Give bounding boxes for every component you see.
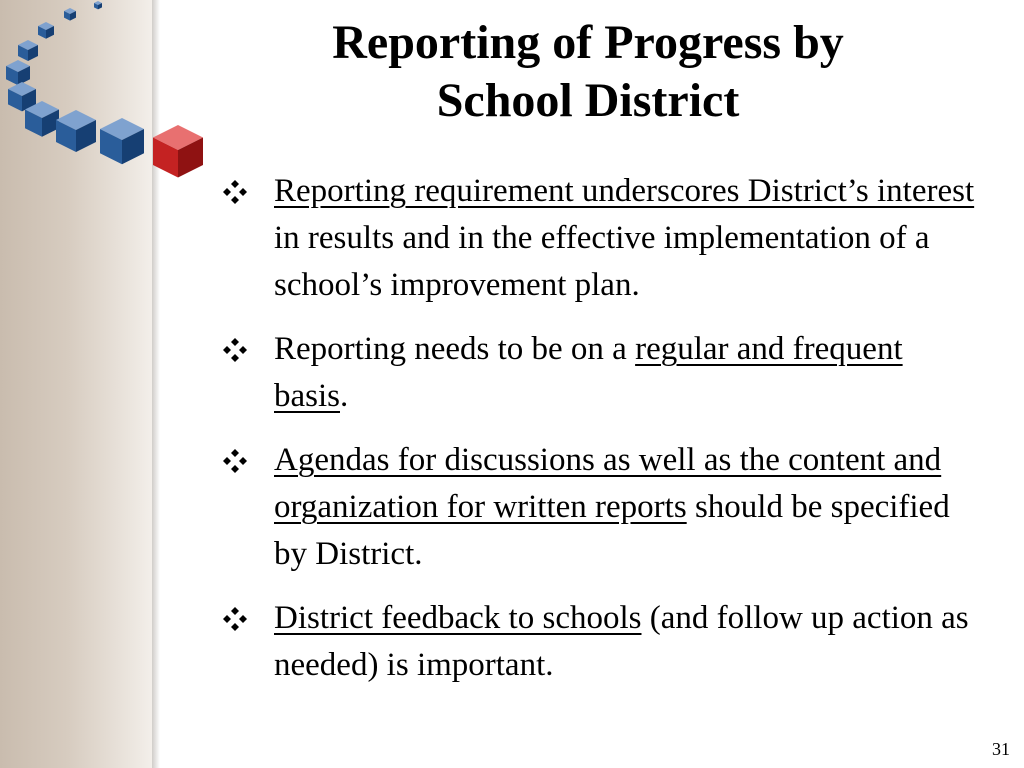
blue-cube [94,1,102,9]
bullet-underlined-text: District feedback to schools [274,600,642,636]
blue-cube [64,8,76,21]
bullet-text: Reporting needs to be on a [274,331,636,367]
bullet-item [222,437,982,578]
four-diamond-icon [222,179,248,205]
bullet-underlined-text: Agendas for discussions as well as the content and organization for written reports [274,442,942,525]
bullet-underlined-text: regular and frequent basis [274,331,903,414]
red-cube [153,125,203,178]
bullet-underlined-text: Reporting requirement underscores District’s interest [274,173,975,209]
page-number: 31 [992,739,1010,759]
bullet-text: . [340,378,349,414]
bullet-text: should be specified by District. [274,489,950,572]
four-diamond-icon [222,606,248,632]
blue-cube [18,40,38,61]
blue-cube [38,22,54,39]
blue-cube [100,118,144,164]
bullet-text: in results and in the effective implementation of a school’s improvement plan. [274,220,930,303]
bullet-item [222,326,982,420]
bullet-text: (and follow up action as needed) is important. [274,600,969,683]
four-diamond-icon [222,448,248,474]
bullet-item [222,595,982,689]
blue-cube [6,60,30,85]
bullet-item [222,168,982,309]
slide-title: Reporting of Progress by School District [332,16,844,127]
blue-cube [56,110,96,152]
four-diamond-icon [222,337,248,363]
bullet-list [222,168,982,706]
